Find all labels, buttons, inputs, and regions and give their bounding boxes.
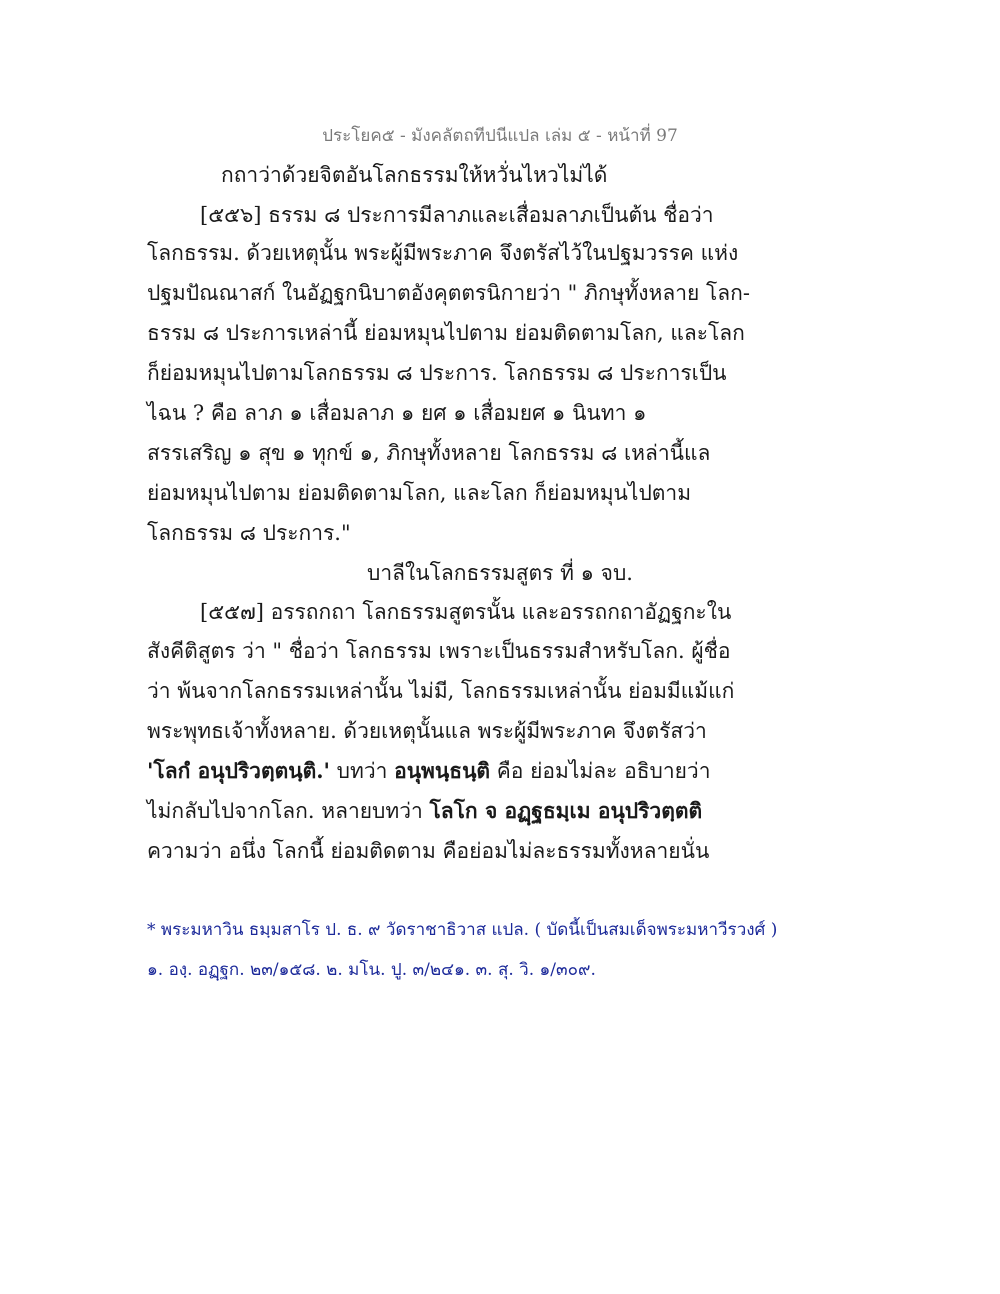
text-line: ปฐมปัณณาสก์ ในอัฏฐกนิบาตอังคุตตรนิกายว่า " ภิกษุทั้งหลาย โลก- <box>147 281 750 305</box>
text-line: ธรรม ๘ ประการเหล่านี้ ย่อมหมุนไปตาม ย่อมติดตามโลก, และโลก <box>147 321 745 345</box>
text-line: พระพุทธเจ้าทั้งหลาย. ด้วยเหตุนั้นแล พระผู้มีพระภาค จึงตรัสว่า <box>147 719 707 743</box>
text-line: สังคีติสูตร ว่า " ชื่อว่า โลกธรรม เพราะเป็นธรรมสำหรับโลก. ผู้ชื่อ <box>147 639 731 663</box>
text-line: สรรเสริญ ๑ สุข ๑ ทุกข์ ๑, ภิกษุทั้งหลาย โลกธรรม ๘ เหล่านี้แล <box>147 441 711 465</box>
text-line: โลกธรรม. ด้วยเหตุนั้น พระผู้มีพระภาค จึงตรัสไว้ในปฐมวรรค แห่ง <box>147 241 739 265</box>
pali-quote: 'โลกํ อนุปริวตฺตนฺติ.' <box>147 758 330 783</box>
section-title: กถาว่าด้วยจิตอันโลกธรรมให้หวั่นไหวไม่ได้ <box>221 163 608 187</box>
text-line: ว่า พ้นจากโลกธรรมเหล่านั้น ไม่มี, โลกธรรมเหล่านั้น ย่อมมีแม้แก่ <box>147 679 735 703</box>
text-line: ย่อมหมุนไปตาม ย่อมติดตามโลก, และโลก ก็ย่อมหมุนไปตาม <box>147 481 692 505</box>
text-line: [๕๕๗] อรรถกถา โลกธรรมสูตรนั้น และอรรถกถาอัฏฐกะใน <box>200 600 732 624</box>
text-fragment: คือ ย่อมไม่ละ อธิบายว่า <box>490 759 711 783</box>
text-line <box>147 796 702 826</box>
translator-note: * พระมหาวิน ธมฺมสาโร ป. ธ. ๙ วัดราชาธิวาส แปล. ( บัดนี้เป็นสมเด็จพระมหาวีรวงศ์ ) <box>147 920 778 940</box>
pali-term: อนุพนฺธนฺติ <box>394 758 491 783</box>
text-line: ไฉน ? คือ ลาภ ๑ เสื่อมลาภ ๑ ยศ ๑ เสื่อมยศ ๑ นินทา ๑ <box>147 401 647 425</box>
text-line: ก็ย่อมหมุนไปตามโลกธรรม ๘ ประการ. โลกธรรม ๘ ประการเป็น <box>147 361 727 385</box>
section-end: บาลีในโลกธรรมสูตร ที่ ๑ จบ. <box>367 561 633 585</box>
page-header: ประโยค๕ - มังคลัตถทีปนีแปล เล่ม ๕ - หน้าที่ 97 <box>322 126 678 146</box>
text-fragment: บทว่า <box>329 759 395 783</box>
text-fragment: ไม่กลับไปจากโลก. หลายบทว่า <box>147 799 430 823</box>
text-line: ความว่า อนึ่ง โลกนี้ ย่อมติดตาม คือย่อมไม่ละธรรมทั้งหลายนั่น <box>147 839 710 863</box>
footnote-references: ๑. องฺ. อฏฺฐก. ๒๓/๑๕๘. ๒. มโน. ปู. ๓/๒๔๑. ๓. สุ. วิ. ๑/๓๐๙. <box>147 960 596 980</box>
text-line: โลกธรรม ๘ ประการ." <box>147 521 351 545</box>
text-line: [๕๕๖] ธรรม ๘ ประการมีลาภและเสื่อมลาภเป็นต้น ชื่อว่า <box>200 203 714 227</box>
pali-term: โลโก จ อฏฺฐธมฺเม อนุปริวตฺตติ <box>429 798 703 823</box>
text-line <box>147 756 711 786</box>
